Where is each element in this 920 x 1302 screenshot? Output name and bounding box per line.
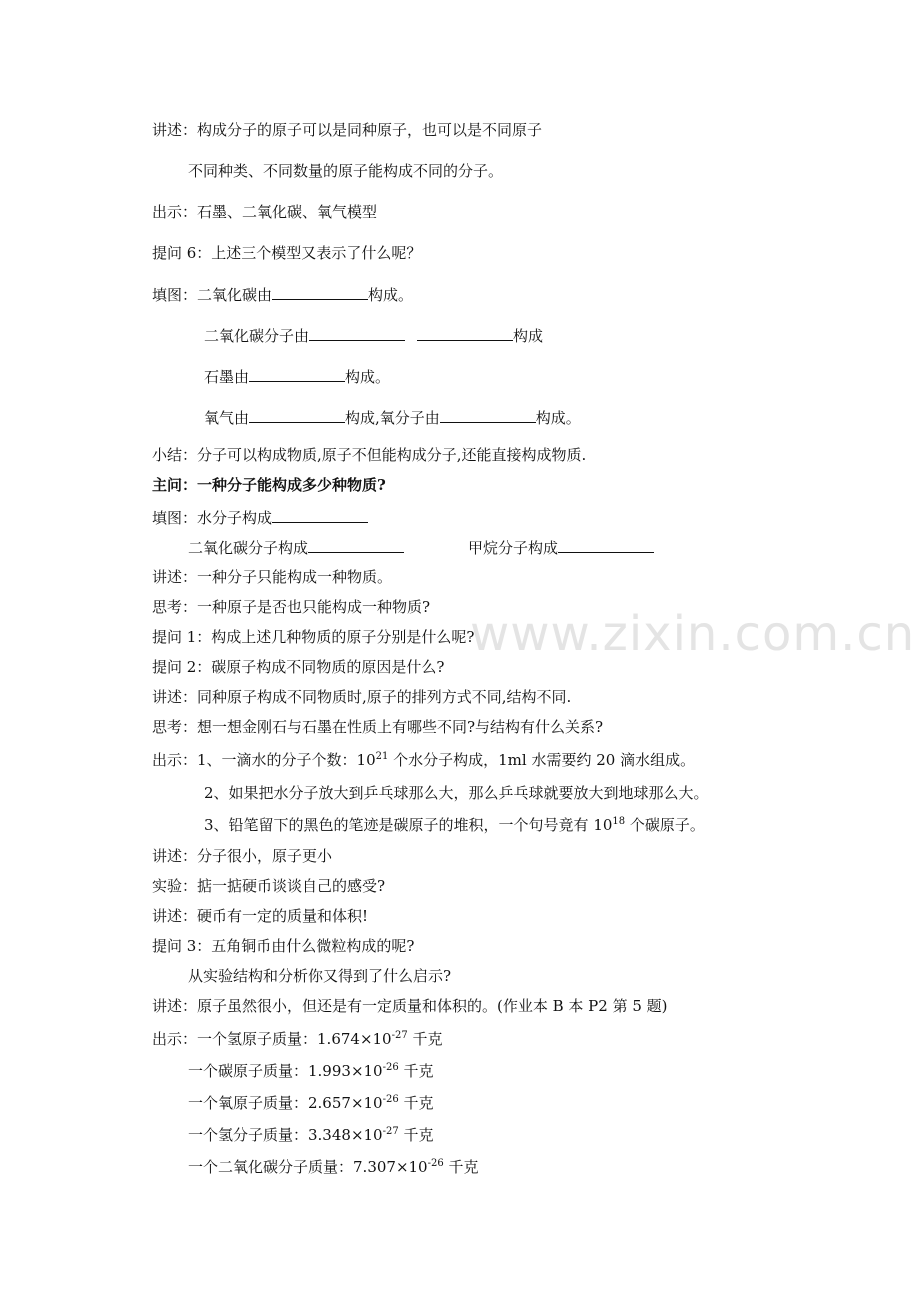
superscript: 21 bbox=[375, 751, 389, 762]
fill-text: 构成,氧分子由 bbox=[345, 409, 440, 427]
superscript: -26 bbox=[382, 1062, 399, 1073]
text-line bbox=[188, 1093, 434, 1113]
text-line bbox=[152, 750, 695, 770]
superscript: -26 bbox=[382, 1094, 399, 1105]
fill-text: 填图：二氧化碳由 bbox=[152, 286, 273, 304]
text-part: 千克 bbox=[407, 1030, 443, 1048]
fill-blank bbox=[272, 507, 368, 523]
text-line: 讲述：硬币有一定的质量和体积! bbox=[152, 907, 369, 925]
text-part: 出示：一个氢原子质量：1.674×10 bbox=[152, 1030, 392, 1048]
fill-text: 构成。 bbox=[368, 286, 414, 304]
fill-line bbox=[204, 407, 581, 428]
text-line: 思考：一种原子是否也只能构成一种物质? bbox=[152, 598, 431, 616]
text-line: 提问 3：五角铜币由什么微粒构成的呢? bbox=[152, 937, 415, 955]
text-line: 讲述：原子虽然很小，但还是有一定质量和体积的。(作业本 B 本 P2 第 5 题) bbox=[152, 997, 668, 1015]
text-line bbox=[152, 1029, 443, 1049]
text-part: 一个碳原子质量：1.993×10 bbox=[188, 1062, 383, 1080]
text-line: 提问 1：构成上述几种物质的原子分别是什么呢? bbox=[152, 628, 475, 646]
fill-line bbox=[152, 284, 413, 305]
fill-text: 构成 bbox=[513, 327, 544, 345]
watermark: www.zixin.com.cn bbox=[470, 606, 916, 662]
text-part: 千克 bbox=[398, 1126, 434, 1144]
fill-text: 甲烷分子构成 bbox=[468, 539, 559, 557]
heading-line: 主问：一种分子能构成多少种物质? bbox=[152, 476, 386, 494]
superscript: -26 bbox=[427, 1158, 444, 1169]
superscript: -27 bbox=[382, 1126, 399, 1137]
text-line: 讲述：分子很小，原子更小 bbox=[152, 847, 333, 865]
text-part: 3、铅笔留下的黑色的笔迹是碳原子的堆积，一个句号竟有 10 bbox=[204, 816, 613, 834]
fill-text: 填图：水分子构成 bbox=[152, 509, 273, 527]
text-line: 提问 2：碳原子构成不同物质的原因是什么? bbox=[152, 658, 445, 676]
fill-blank bbox=[417, 325, 513, 341]
fill-blank bbox=[308, 537, 404, 553]
text-line: 讲述：同种原子构成不同物质时,原子的排列方式不同,结构不同. bbox=[152, 688, 572, 706]
superscript: 18 bbox=[612, 816, 626, 827]
fill-text: 氧气由 bbox=[204, 409, 250, 427]
fill-blank bbox=[558, 537, 654, 553]
text-line: 小结：分子可以构成物质,原子不但能构成分子,还能直接构成物质. bbox=[152, 446, 587, 464]
fill-blank bbox=[249, 366, 345, 382]
text-line: 实验：掂一掂硬币谈谈自己的感受? bbox=[152, 877, 386, 895]
fill-text: 二氧化碳分子由 bbox=[204, 327, 310, 345]
text-line bbox=[188, 1157, 479, 1177]
fill-text: 构成。 bbox=[535, 409, 581, 427]
text-line bbox=[188, 1125, 434, 1145]
text-part: 个水分子构成，1ml 水需要约 20 滴水组成。 bbox=[388, 751, 696, 769]
text-part: 千克 bbox=[398, 1062, 434, 1080]
text-part: 个碳原子。 bbox=[625, 816, 705, 834]
fill-line bbox=[152, 507, 368, 528]
text-line bbox=[204, 815, 705, 835]
fill-blank bbox=[440, 407, 536, 423]
text-part: 一个氢分子质量：3.348×10 bbox=[188, 1126, 383, 1144]
fill-line bbox=[188, 537, 654, 558]
text-line: 2、如果把水分子放大到乒乓球那么大，那么乒乓球就要放大到地球那么大。 bbox=[204, 784, 709, 802]
text-line: 思考：想一想金刚石与石墨在性质上有哪些不同?与结构有什么关系? bbox=[152, 718, 604, 736]
text-line: 提问 6：上述三个模型又表示了什么呢？ bbox=[152, 244, 422, 262]
text-part: 一个氧原子质量：2.657×10 bbox=[188, 1094, 383, 1112]
fill-blank bbox=[272, 284, 368, 300]
text-line: 从实验结构和分析你又得到了什么启示? bbox=[188, 967, 452, 985]
text-part: 一个二氧化碳分子质量：7.307×10 bbox=[188, 1158, 428, 1176]
text-part: 千克 bbox=[443, 1158, 479, 1176]
text-line: 讲述：一种分子只能构成一种物质。 bbox=[152, 568, 393, 586]
fill-line bbox=[204, 325, 543, 346]
text-part: 千克 bbox=[398, 1094, 434, 1112]
superscript: -27 bbox=[391, 1030, 408, 1041]
text-line: 不同种类、不同数量的原子能构成不同的分子。 bbox=[188, 162, 504, 180]
fill-text: 构成。 bbox=[345, 368, 391, 386]
text-line: 出示：石墨、二氧化碳、氧气模型 bbox=[152, 203, 378, 221]
text-part: 出示：1、一滴水的分子个数：10 bbox=[152, 751, 376, 769]
fill-blank bbox=[249, 407, 345, 423]
fill-line bbox=[204, 366, 390, 387]
text-line: 讲述：构成分子的原子可以是同种原子，也可以是不同原子 bbox=[152, 121, 543, 139]
fill-text: 石墨由 bbox=[204, 368, 250, 386]
fill-text: 二氧化碳分子构成 bbox=[188, 539, 309, 557]
fill-blank bbox=[309, 325, 405, 341]
text-line bbox=[188, 1061, 434, 1081]
